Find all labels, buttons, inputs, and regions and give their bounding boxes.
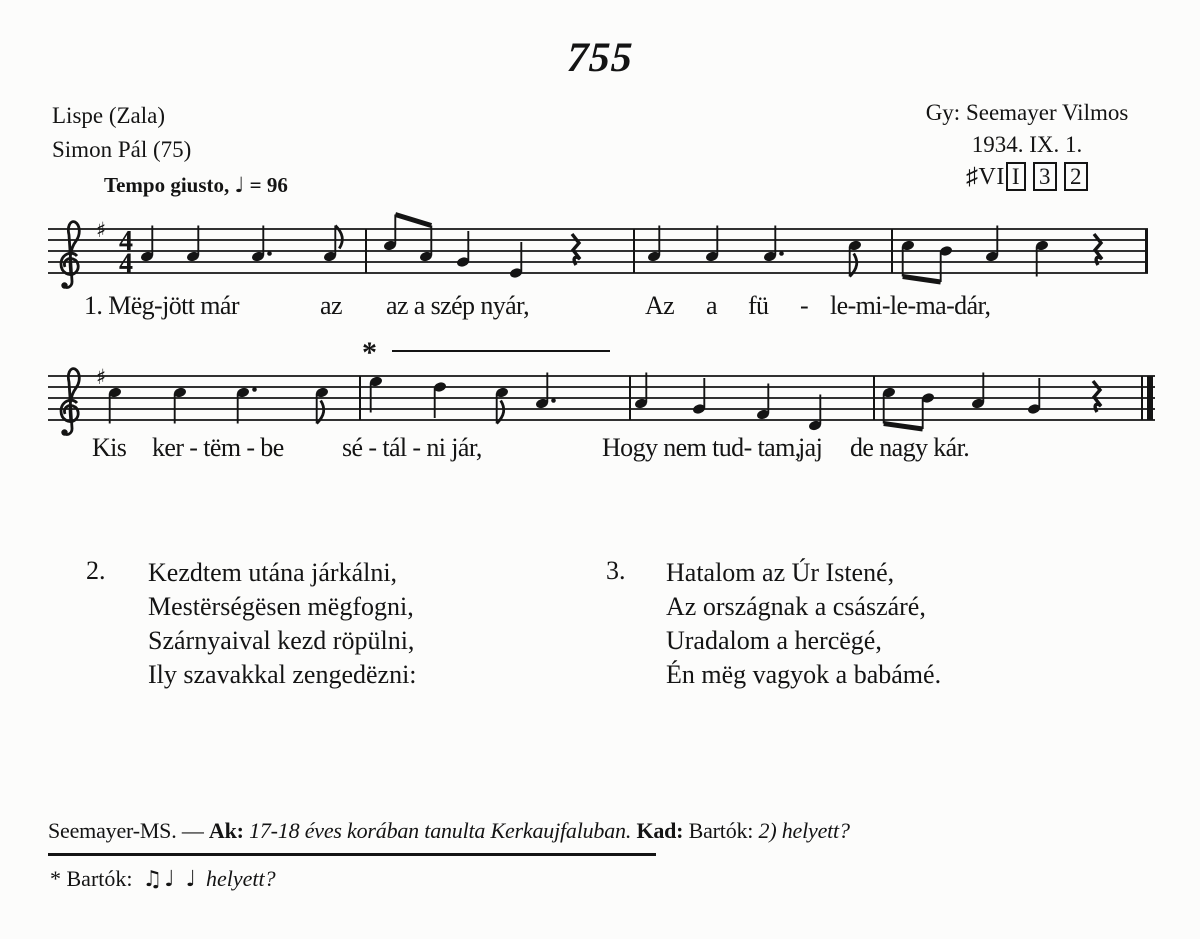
note <box>985 226 999 263</box>
cadence-prefix: ♯VI <box>966 164 1005 190</box>
verse-line: Mestërségësen mëgfogni, <box>148 592 414 621</box>
beam <box>395 215 431 226</box>
source-kad-label: Kad: <box>636 818 689 843</box>
lyric-syllable: Kis <box>92 433 127 462</box>
note <box>369 375 383 412</box>
augmentation-dot <box>252 387 257 392</box>
verse-line: Az országnak a császáré, <box>666 592 926 621</box>
final-barline-thick <box>1147 376 1153 420</box>
header-left <box>52 99 191 167</box>
lyric-syllable: - <box>800 291 809 320</box>
beam <box>903 277 941 283</box>
note <box>456 231 470 268</box>
location-line: Lispe (Zala) <box>52 103 166 128</box>
source-note <box>48 818 850 844</box>
lyric-syllable: sé - tál - ni jár, <box>342 433 482 462</box>
end-barline <box>1145 229 1148 273</box>
note <box>763 226 784 263</box>
lyric-syllable: le-mi-le-ma-dár, <box>830 291 991 320</box>
note <box>140 226 154 263</box>
verse-line: Uradalom a hercëgé, <box>666 626 882 655</box>
note <box>634 373 648 410</box>
svg-text:4: 4 <box>119 226 133 257</box>
augmentation-dot <box>551 398 556 403</box>
lyric-syllable: ker - tëm - be <box>152 433 284 462</box>
note <box>647 226 661 263</box>
note <box>495 386 509 423</box>
lyric-syllable: az a szép nyár, <box>386 291 529 320</box>
note <box>808 395 822 432</box>
note <box>535 373 556 410</box>
note <box>921 392 935 429</box>
verse-line: Szárnyaival kezd röpülni, <box>148 626 415 655</box>
header-right <box>898 97 1156 193</box>
note <box>433 381 447 418</box>
note <box>323 226 343 263</box>
note <box>1027 378 1041 415</box>
note <box>315 386 329 423</box>
footnote-prefix: * Bartók: <box>50 866 133 891</box>
lyric-syllable: Hogy nem tud- tam, <box>602 433 801 462</box>
quarter-rest-icon <box>1094 234 1102 265</box>
verse-3-number: 3. <box>606 556 626 585</box>
verse-line: Kezdtem utána járkálni, <box>148 558 398 587</box>
verse-2-text <box>148 556 417 692</box>
note <box>848 239 862 276</box>
lyric-syllable: az <box>320 291 342 320</box>
tempo-label: Tempo giusto, <box>104 173 230 197</box>
page-title: 755 <box>565 35 635 81</box>
treble-clef-icon <box>61 369 79 436</box>
augmentation-dot <box>779 251 784 256</box>
verse-2-number: 2. <box>86 556 106 585</box>
note <box>901 239 915 276</box>
cadence-box-1: 3 <box>1033 162 1057 191</box>
note <box>509 242 523 279</box>
note <box>705 226 719 263</box>
lyrics-line-2 <box>0 433 1200 469</box>
cadence-boxed-degree: I <box>1006 162 1026 191</box>
note <box>756 384 770 421</box>
note <box>939 245 953 282</box>
svg-text:4: 4 <box>119 248 133 280</box>
footnote-asterisk: * <box>362 336 377 369</box>
staff-1-notation <box>40 184 1170 304</box>
verse-3-text <box>666 556 941 692</box>
note <box>251 226 272 263</box>
treble-clef-icon <box>61 222 79 289</box>
lyric-syllable: de nagy kár. <box>850 433 970 462</box>
verse-line: Ily szavakkal zengedëzni: <box>148 660 417 689</box>
note <box>692 378 706 415</box>
date-line: 1934. IX. 1. <box>971 132 1083 157</box>
beam <box>884 424 923 430</box>
tempo-value: = 96 <box>244 173 288 197</box>
note <box>236 386 257 423</box>
key-signature-sharp: ♯ <box>96 365 107 389</box>
note <box>419 226 433 263</box>
rhythm-notes-icon: ♫♩ ♩ <box>142 867 198 892</box>
note <box>186 226 200 263</box>
verse-line: Hatalom az Úr Istené, <box>666 558 895 587</box>
note <box>971 373 985 410</box>
cadence-box-2: 2 <box>1064 162 1088 191</box>
augmentation-dot <box>267 251 272 256</box>
note <box>108 386 122 423</box>
key-signature-sharp: ♯ <box>96 218 107 242</box>
quarter-rest-icon <box>572 234 580 265</box>
note <box>1035 239 1049 276</box>
quarter-note-icon: ♩ <box>234 173 245 197</box>
source-kad-italic: 2) helyett? <box>758 818 850 843</box>
note <box>882 386 896 423</box>
collector-line: Gy: Seemayer Vilmos <box>925 100 1129 125</box>
source-ak-text: 17-18 éves korában tanulta Kerkaujfaluban. <box>249 818 632 843</box>
source-kad-text: Bartók: <box>688 818 759 843</box>
source-ak-label: Ak: <box>208 818 250 843</box>
verse-line: Én mëg vagyok a babámé. <box>666 660 942 689</box>
time-signature <box>119 226 133 280</box>
lyric-syllable: fü <box>748 291 769 320</box>
lyrics-line-1 <box>0 291 1200 327</box>
note <box>173 386 187 423</box>
lyric-syllable: jaj <box>798 433 823 462</box>
footnote-suffix: helyett? <box>205 866 276 891</box>
source-text: Seemayer-MS. — <box>48 818 209 843</box>
lyric-syllable: 1. Mëg-jött már <box>84 291 239 320</box>
footnote-rule <box>48 853 656 856</box>
quarter-rest-icon <box>1093 381 1101 412</box>
lyric-syllable: Az <box>645 291 675 320</box>
informant-line: Simon Pál (75) <box>52 137 192 162</box>
lyric-syllable: a <box>706 291 717 320</box>
footnote <box>50 866 276 892</box>
note <box>383 215 397 252</box>
